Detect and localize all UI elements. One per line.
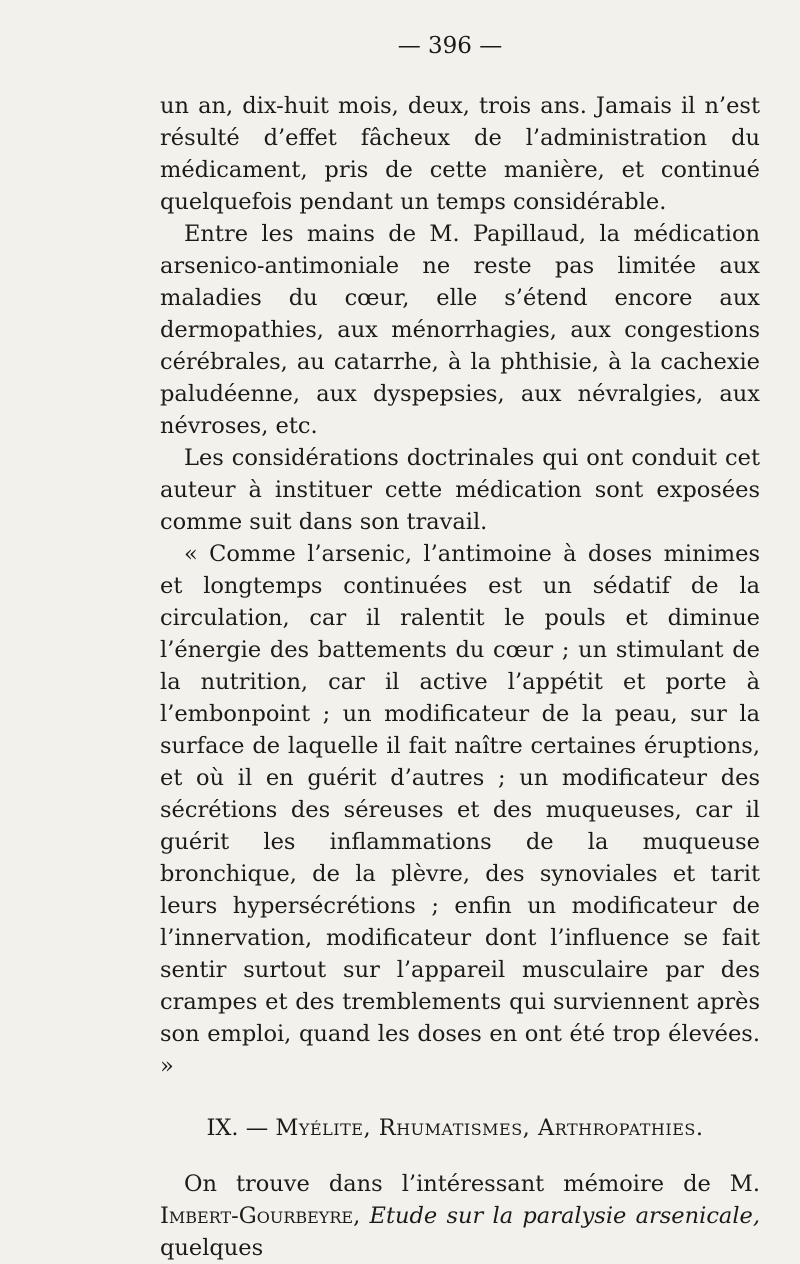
section-heading — [160, 1112, 760, 1144]
section-title: Myélite, Rhumatismes, Arthropathies. — [275, 1115, 704, 1141]
author-name: Imbert-Gourbeyre, — [160, 1203, 361, 1229]
paragraph-considerations: Les considérations doctrinales qui ont conduit cet auteur à instituer cette médication sont exposées comme suit dans son travail. — [160, 445, 760, 535]
paragraph-imbert-gourbeyre — [160, 1168, 760, 1264]
paragraph-lead-text: On trouve dans l’intéressant mémoire de M. — [184, 1171, 760, 1197]
paragraph-papillaud: Entre les mains de M. Papillaud, la médication arsenico-antimoniale ne reste pas limitée aux maladies du cœur, elle s’étend encore aux dermopathies, aux ménorrhagies, aux congestions cérébrales, au catarrhe, à la phthisie, à la cachexie paludéenne, aux dyspepsies, aux névralgies, aux névroses, etc. — [160, 221, 760, 439]
work-title: Etude sur la paralysie arsenicale, — [369, 1203, 760, 1229]
page-number: — 396 — — [397, 33, 503, 59]
paragraph-tail-text: quelques — [160, 1235, 264, 1261]
paragraph-continuation: un an, dix-huit mois, deux, trois ans. Jamais il n’est résulté d’effet fâcheux de l’administration du médicament, pris de cette manière, et continué quelquefois pendant un temps considérable. — [160, 93, 760, 215]
paragraph-quotation: « Comme l’arsenic, l’antimoine à doses minimes et longtemps continuées est un sédatif de la circulation, car il ralentit le pouls et diminue l’énergie des battements du cœur ; un stimulant de la nutrition, car il active l’appétit et porte à l’embonpoint ; un modificateur de la peau, sur la surface de laquelle il fait naître certaines éruptions, et où il en guérit d’autres ; un modificateur des sécrétions des séreuses et des muqueuses, car il guérit les inflammations de la muqueuse bronchique, de la plèvre, des synoviales et tarit leurs hypersécrétions ; enfin un modificateur de l’innervation, modificateur dont l’influence se fait sentir surtout sur l’appareil musculaire par des crampes et des tremblements qui surviennent après son emploi, quand les doses en ont été trop élevées. » — [160, 541, 760, 1079]
section-numeral: IX. — — [206, 1115, 269, 1141]
